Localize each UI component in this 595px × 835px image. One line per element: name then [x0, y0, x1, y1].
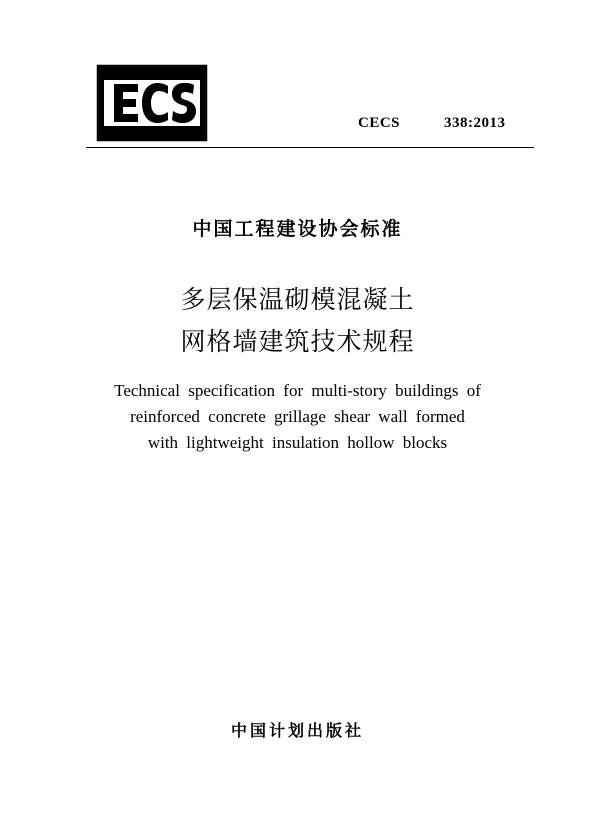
standard-prefix: CECS	[358, 115, 401, 131]
header-divider	[86, 147, 534, 148]
english-title-line-1: Technical specification for multi-story buildings of	[114, 381, 481, 400]
standard-number: 338:2013	[444, 115, 506, 131]
ecs-logo	[96, 64, 208, 142]
publisher-name: 中国计划出版社	[230, 721, 364, 740]
chinese-title-line-2: 网格墙建筑技术规程	[180, 327, 415, 356]
association-title: 中国工程建设协会标准	[192, 218, 403, 240]
english-title-line-2: reinforced concrete grillage shear wall formed	[130, 407, 465, 426]
chinese-title-line-1: 多层保温砌模混凝土	[180, 285, 415, 314]
english-title-line-3: with lightweight insulation hollow blocks	[147, 433, 448, 452]
